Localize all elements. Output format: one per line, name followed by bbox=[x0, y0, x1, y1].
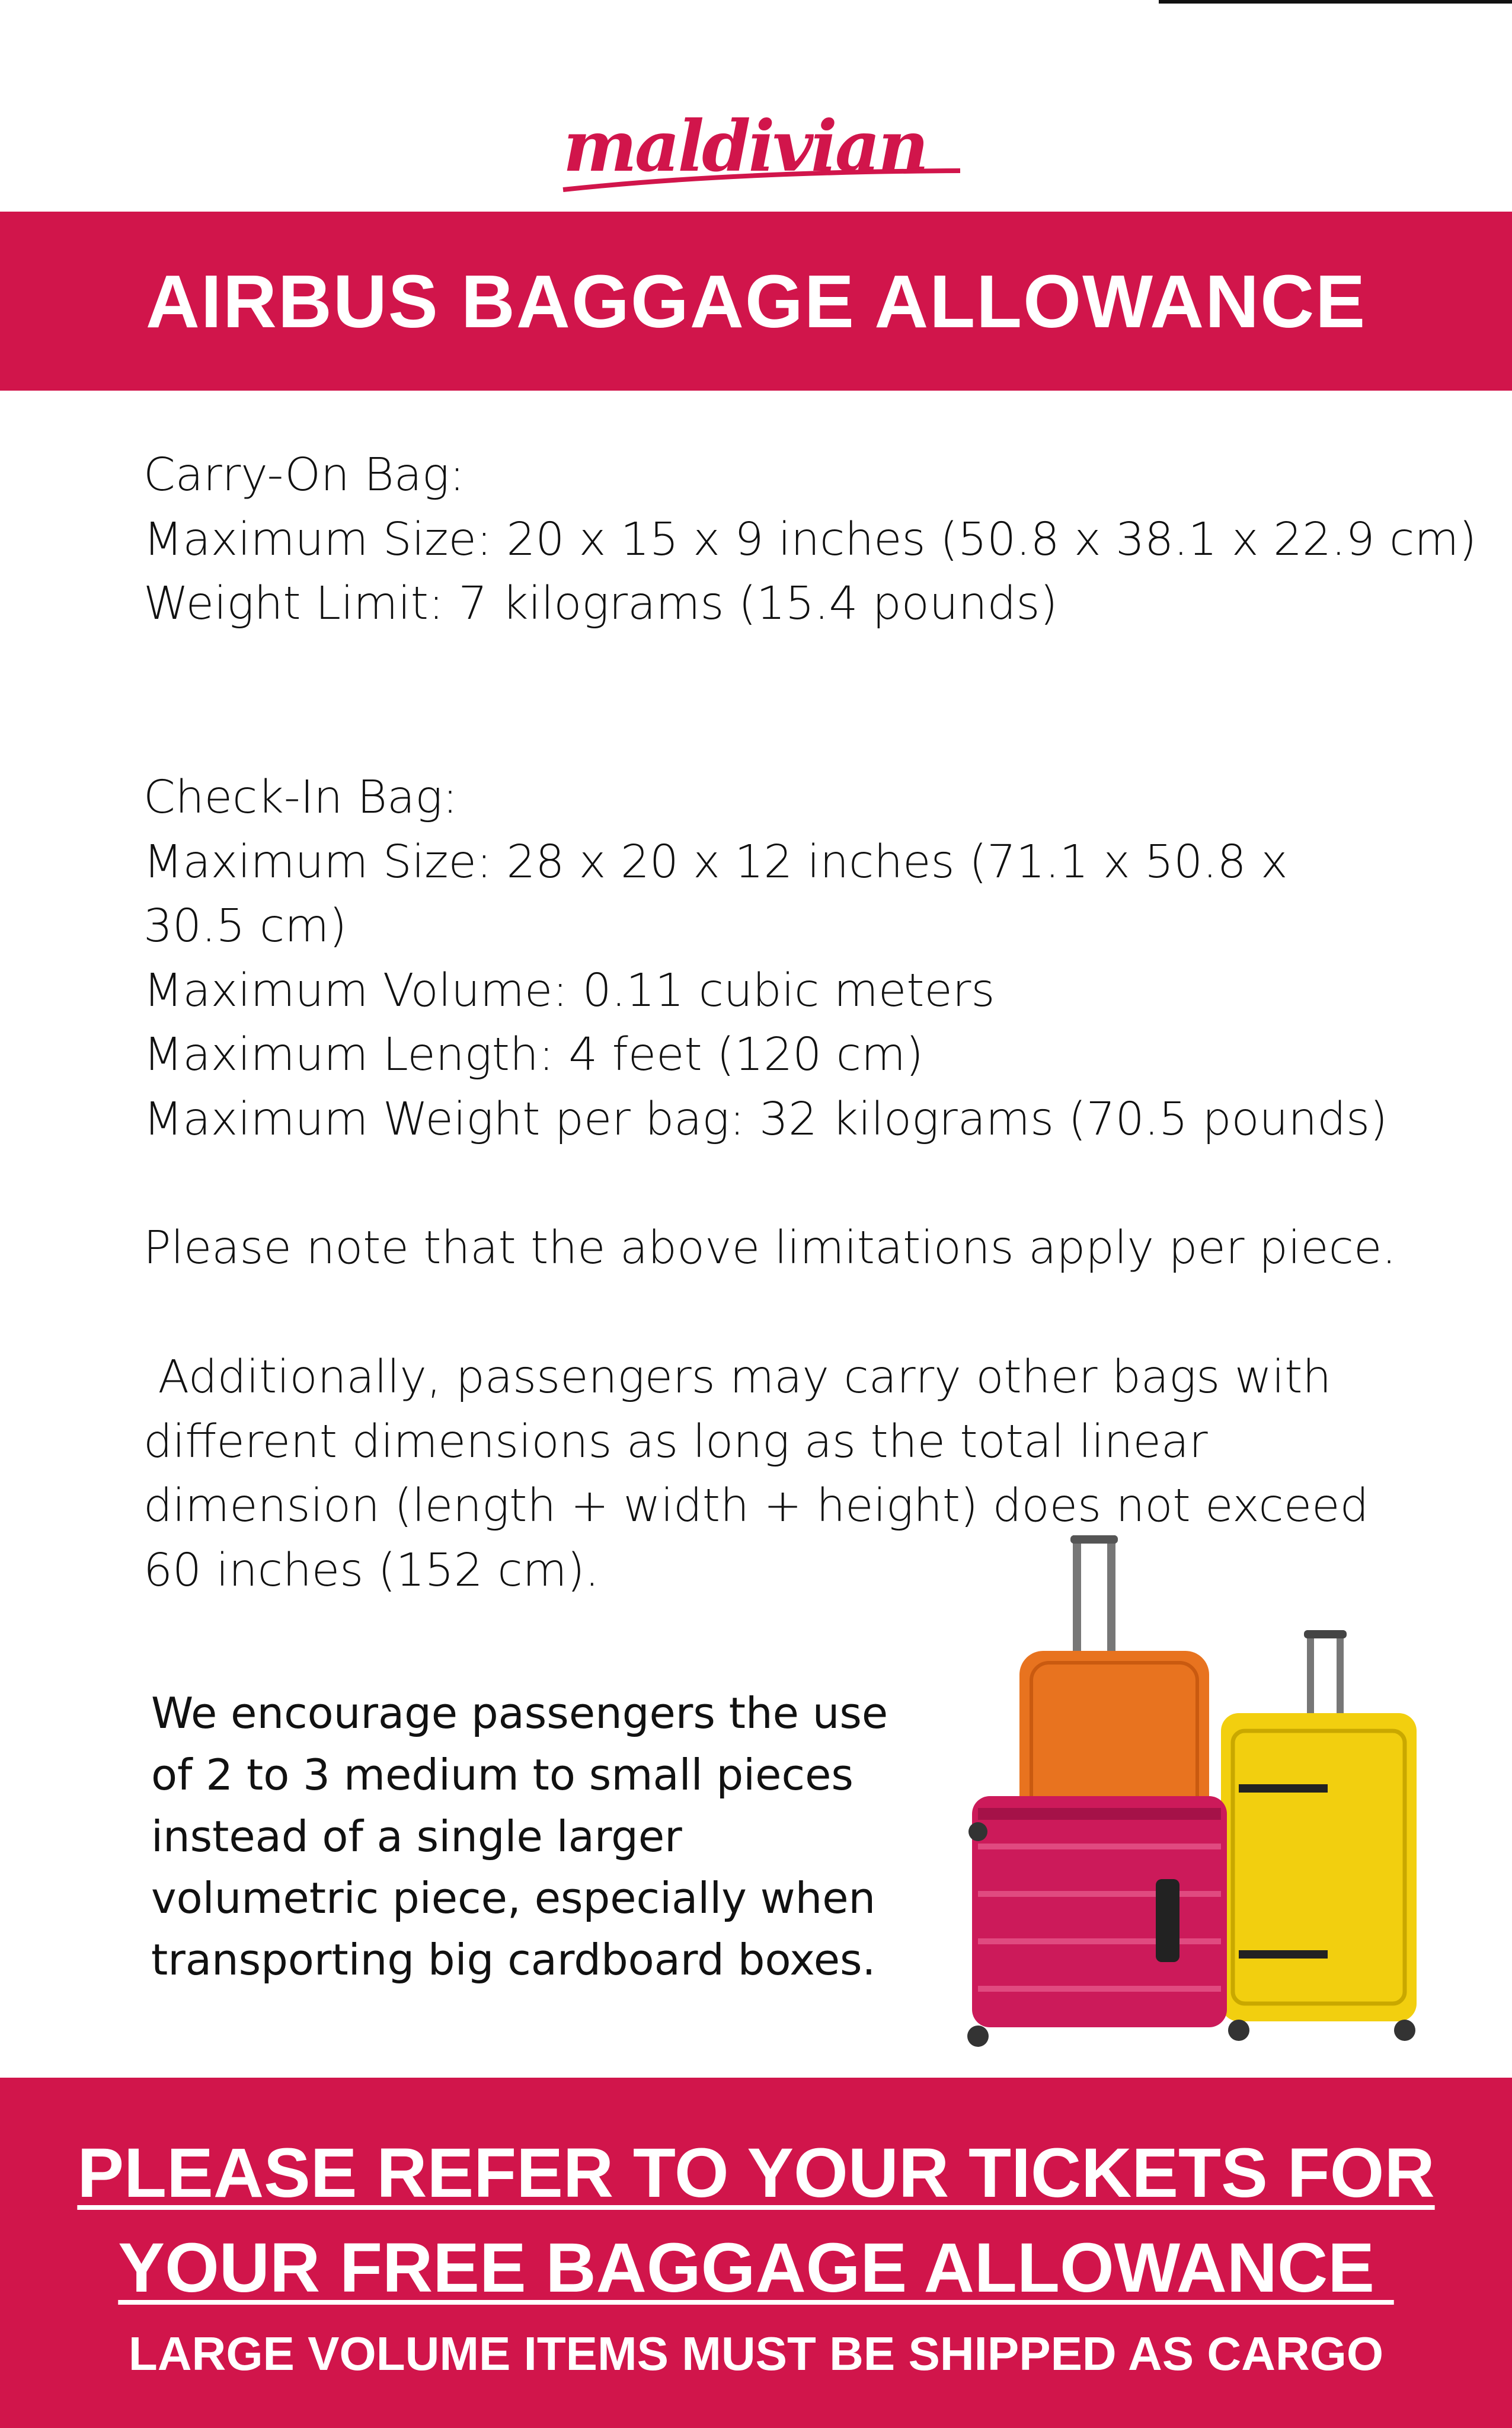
footer-cargo-note: LARGE VOLUME ITEMS MUST BE SHIPPED AS CARGO bbox=[128, 2327, 1384, 2380]
encourage-paragraph: We encourage passengers the use of 2 to 3 medium to small pieces instead of a single larger volumetric piece, especially when transporting big cardboard boxes. bbox=[151, 1688, 888, 1985]
carry-on-weight-limit: Weight Limit: 7 kilograms (15.4 pounds) bbox=[143, 577, 1058, 630]
check-in-section bbox=[143, 766, 1388, 1152]
check-in-max-volume: Maximum Volume: 0.11 cubic meters bbox=[143, 964, 995, 1017]
check-in-max-weight: Maximum Weight per bag: 32 kilograms (70.5 pounds) bbox=[143, 1092, 1388, 1146]
page-title: AIRBUS BAGGAGE ALLOWANCE bbox=[145, 259, 1367, 343]
luggage-suitcases-icon bbox=[954, 1535, 1428, 2057]
logo-wordmark: maldivian bbox=[563, 105, 927, 187]
carry-on-max-size: Maximum Size: 20 x 15 x 9 inches (50.8 x 38.1 x 22.9 cm) bbox=[143, 513, 1477, 566]
top-rule bbox=[1159, 0, 1512, 4]
carry-on-heading: Carry-On Bag: bbox=[143, 449, 465, 501]
additional-text: Additionally, passengers may carry other bags with different dimensions as long as the total linear dimension (length + width + height) does not exceed 60 inches (152 cm). bbox=[143, 1351, 1383, 1597]
footer-refer-line-1: PLEASE REFER TO YOUR TICKETS FOR bbox=[77, 2134, 1435, 2212]
per-piece-note bbox=[143, 1216, 1447, 1281]
maldivian-logo bbox=[551, 101, 966, 202]
carry-on-section bbox=[143, 443, 1477, 637]
header-band bbox=[0, 212, 1512, 391]
check-in-heading: Check-In Bag: bbox=[143, 771, 458, 824]
check-in-max-length: Maximum Length: 4 feet (120 cm) bbox=[143, 1028, 924, 1081]
note-text: Please note that the above limitations apply per piece. bbox=[143, 1222, 1396, 1274]
footer-refer-line-2: YOUR FREE BAGGAGE ALLOWANCE bbox=[118, 2229, 1394, 2307]
check-in-max-size: Maximum Size: 28 x 20 x 12 inches (71.1 x 50.8 x 30.5 cm) bbox=[143, 835, 1288, 953]
